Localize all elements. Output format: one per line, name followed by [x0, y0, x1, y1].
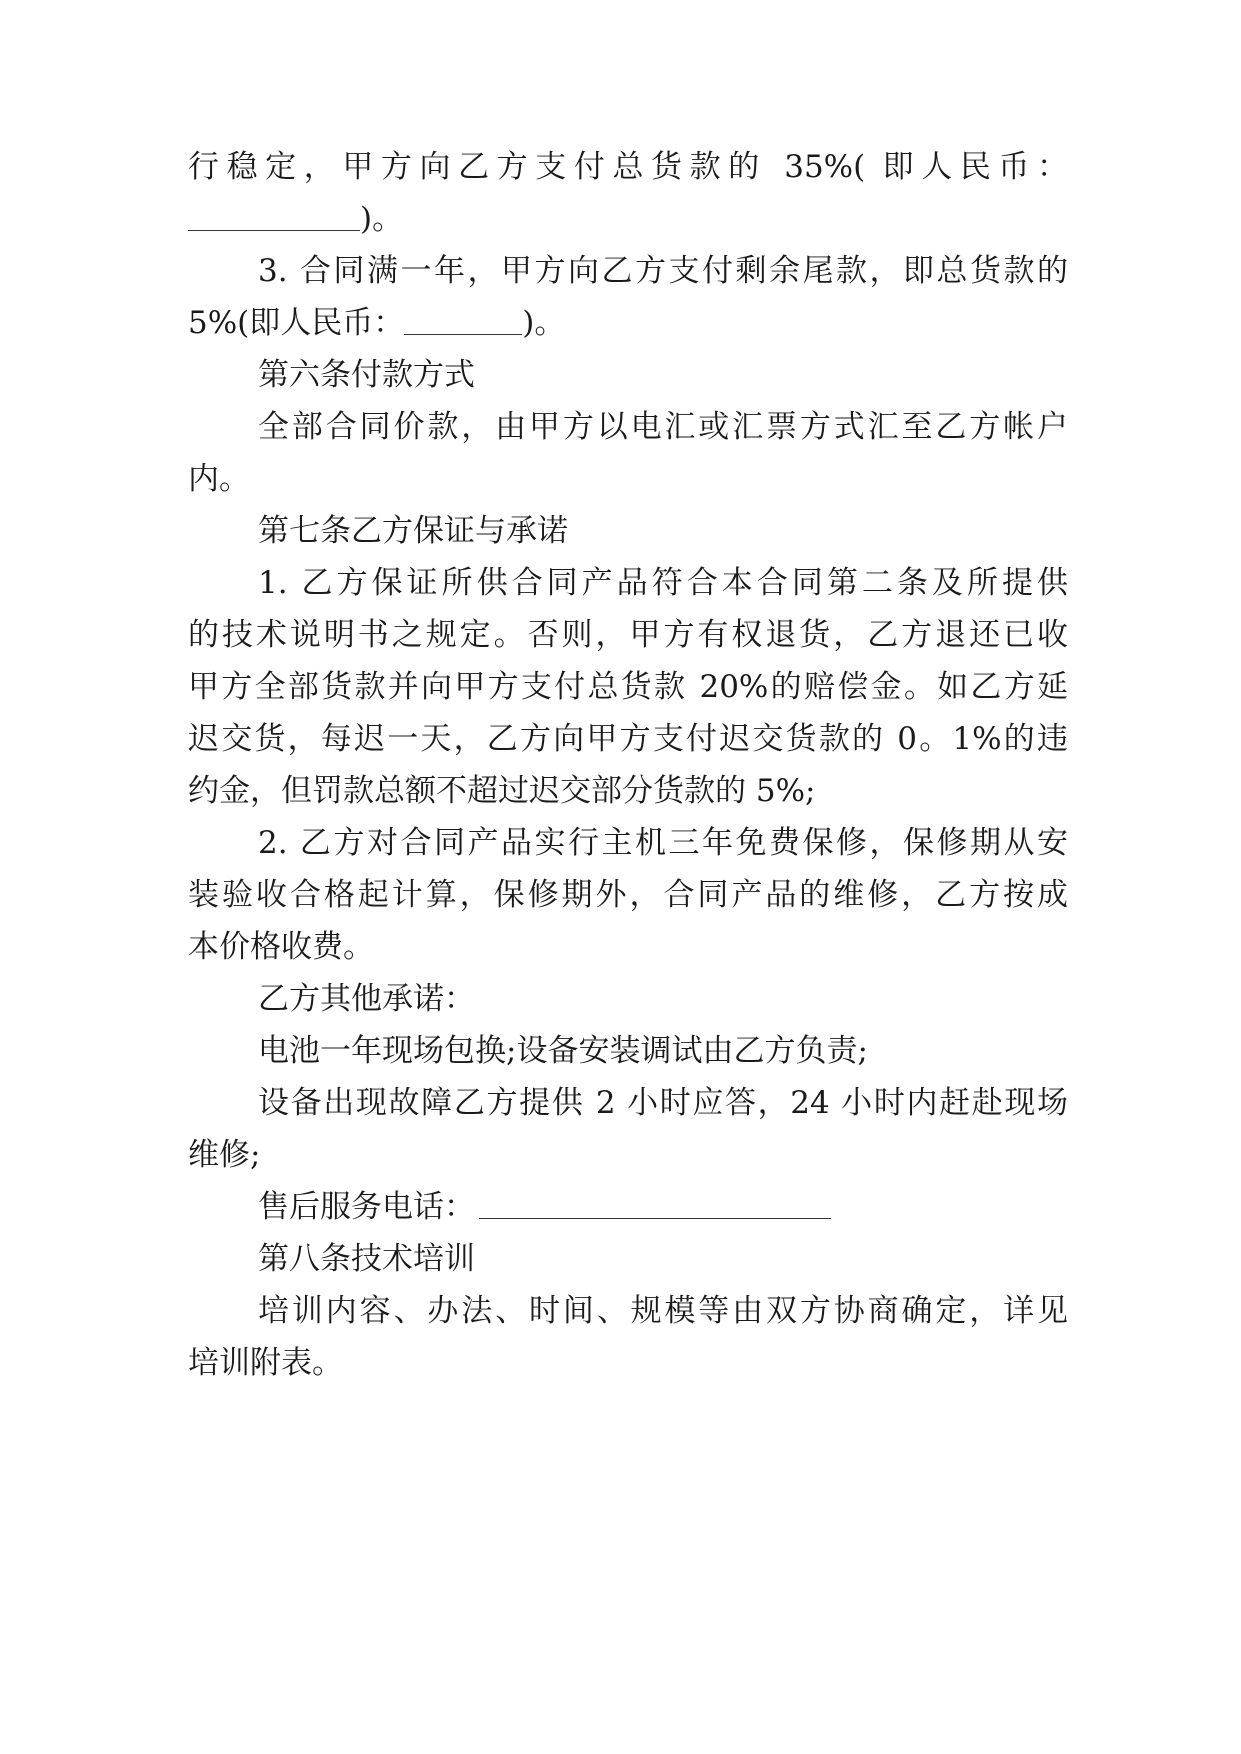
paragraph-line: 培训内容、办法、时间、规模等由双方协商确定，详见 — [258, 1293, 1068, 1329]
section-heading: 第七条乙方保证与承诺 — [258, 513, 568, 549]
paragraph-line: 电池一年现场包换;设备安装调试由乙方负责; — [258, 1033, 868, 1069]
fill-in-blank — [188, 206, 360, 231]
line-text-after: )。 — [360, 201, 404, 237]
paragraph-line — [188, 199, 1068, 239]
paragraph-line: 的技术说明书之规定。否则，甲方有权退货，乙方退还已收 — [188, 617, 1068, 653]
fill-in-blank — [404, 310, 522, 335]
paragraph-line: 2. 乙方对合同产品实行主机三年免费保修，保修期从安 — [258, 825, 1068, 861]
paragraph-line: 本价格收费。 — [188, 929, 374, 965]
section-heading: 第八条技术培训 — [258, 1241, 475, 1277]
paragraph-line: 甲方全部货款并向甲方支付总货款 20%的赔偿金。如乙方延 — [188, 669, 1068, 705]
paragraph-line: 乙方其他承诺： — [258, 981, 475, 1017]
paragraph-line: 内。 — [188, 461, 250, 497]
line-text-after: )。 — [522, 305, 566, 341]
paragraph-line: 装验收合格起计算，保修期外，合同产品的维修，乙方按成 — [188, 877, 1068, 913]
paragraph-line — [258, 1187, 1138, 1227]
paragraph-line: 设备出现故障乙方提供 2 小时应答，24 小时内赶赴现场 — [258, 1085, 1068, 1121]
section-heading: 第六条付款方式 — [258, 357, 475, 393]
fill-in-blank — [479, 1194, 831, 1219]
paragraph-line: 1. 乙方保证所供合同产品符合本合同第二条及所提供 — [258, 565, 1068, 601]
line-text-before: 售后服务电话： — [258, 1189, 475, 1225]
paragraph-line: 培训附表。 — [188, 1345, 343, 1381]
paragraph-line: 全部合同价款，由甲方以电汇或汇票方式汇至乙方帐户 — [258, 409, 1068, 445]
paragraph-line: 迟交货，每迟一天，乙方向甲方支付迟交货款的 0。1%的违 — [188, 721, 1068, 757]
line-text-before: 5%(即人民币： — [188, 305, 405, 341]
paragraph-line — [188, 303, 1068, 343]
paragraph-line: 3. 合同满一年，甲方向乙方支付剩余尾款，即总货款的 — [258, 253, 1068, 289]
paragraph-line: 维修; — [188, 1137, 261, 1173]
paragraph-line: 约金，但罚款总额不超过迟交部分货款的 5%; — [188, 773, 816, 809]
paragraph-line: 行稳定，甲方向乙方支付总货款的 35%( 即人民币： — [188, 149, 1068, 185]
